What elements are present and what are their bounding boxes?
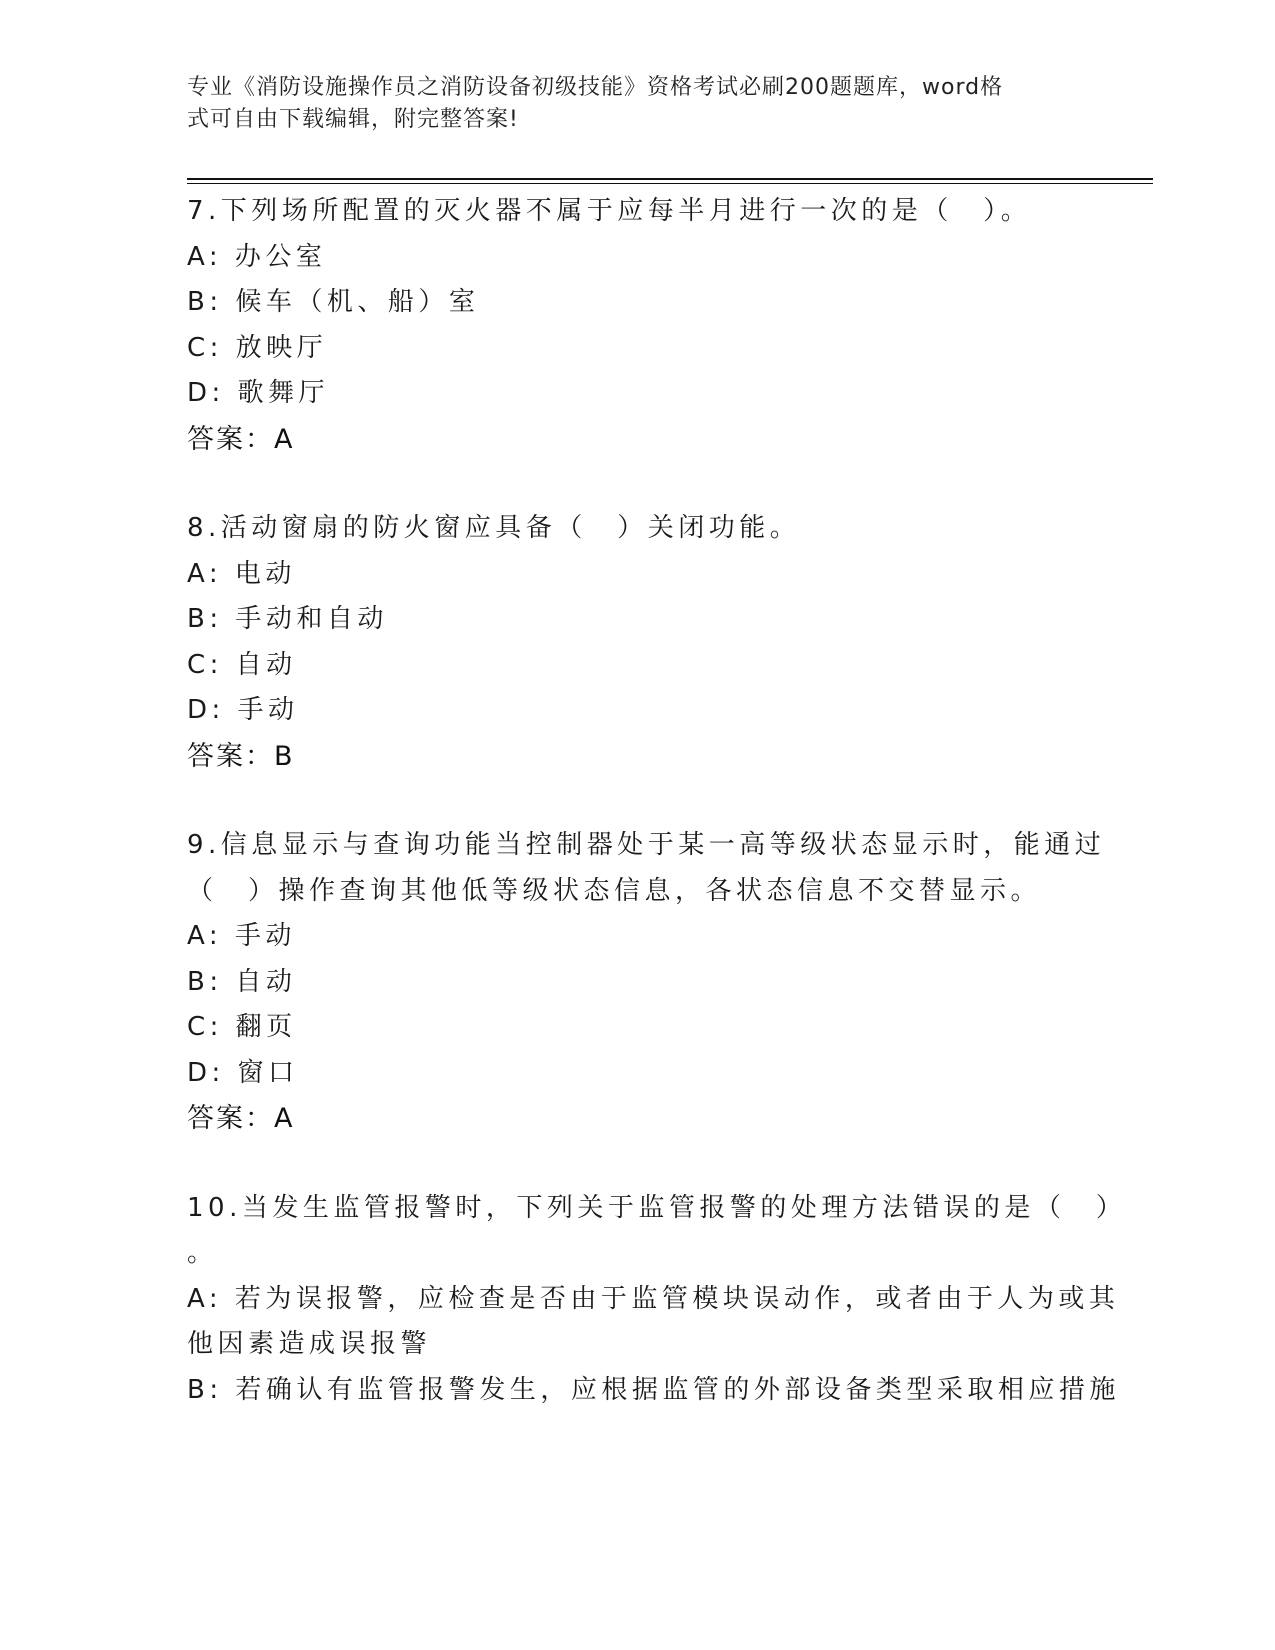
option-d: D: 歌舞厅: [187, 378, 330, 408]
option-c: C: 自动: [187, 649, 297, 680]
option-a-continued: 他因素造成误报警: [187, 1329, 432, 1359]
option-b: B: 手动和自动: [187, 604, 388, 634]
question-stem-continued: （ ）操作查询其他低等级状态信息，各状态信息不交替显示。: [187, 875, 1042, 906]
answer-line: 答案：A: [187, 423, 295, 455]
option-b: B: 候车（机、船）室: [187, 287, 480, 317]
question-stem: 9.信息显示与查询功能当控制器处于某一高等级状态显示时，能通过: [187, 830, 1106, 860]
option-c: C: 放映厅: [187, 332, 328, 363]
option-b: B: 自动: [187, 966, 297, 997]
option-a: A: 办公室: [187, 241, 327, 272]
question-block: [187, 189, 1087, 462]
option-b: B: 若确认有监管报警发生，应根据监管的外部设备类型采取相应措施: [187, 1374, 1120, 1405]
header-divider-thick: [187, 178, 1153, 180]
question-block: [187, 1186, 1127, 1414]
header-divider-thin: [187, 183, 1153, 184]
question-block: [187, 823, 1106, 1142]
option-d: D: 手动: [187, 695, 299, 725]
question-stem: 10.当发生监管报警时，下列关于监管报警的处理方法错误的是（ ）: [187, 1192, 1127, 1223]
document-header: [187, 72, 1067, 136]
answer-line: 答案：A: [187, 1103, 295, 1134]
question-list: [187, 189, 1127, 1413]
question-stem-continued: 。: [187, 1238, 218, 1268]
option-d: D: 窗口: [187, 1057, 299, 1088]
question-block: [187, 506, 1087, 779]
question-stem: 7.下列场所配置的灭火器不属于应每半月进行一次的是（ ）。: [187, 196, 1032, 226]
question-stem: 8.活动窗扇的防火窗应具备（ ）关闭功能。: [187, 513, 801, 543]
option-a: A: 电动: [187, 558, 296, 589]
option-a: A: 手动: [187, 921, 296, 951]
answer-line: 答案：B: [187, 740, 295, 772]
header-line-1: 专业《消防设施操作员之消防设备初级技能》资格考试必刷200题题库，word格: [187, 75, 1004, 100]
option-a: A: 若为误报警，应检查是否由于监管模块误动作，或者由于人为或其: [187, 1283, 1120, 1314]
option-c: C: 翻页: [187, 1012, 297, 1042]
header-line-2: 式可自由下载编辑，附完整答案!: [187, 107, 519, 132]
